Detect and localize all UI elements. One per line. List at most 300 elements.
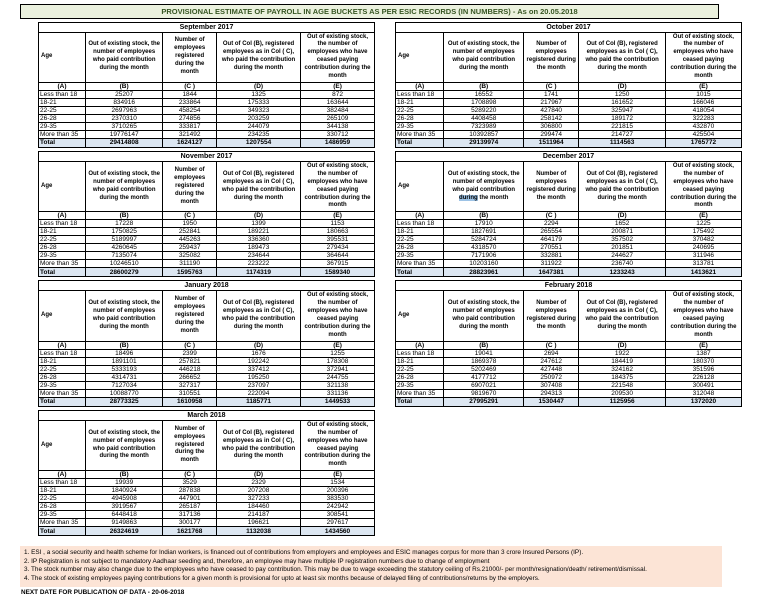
table-january-2018 — [38, 280, 375, 406]
value-cell: 5284724 — [444, 236, 524, 244]
age-label: More than 35 — [39, 130, 86, 138]
value-cell: 6907021 — [444, 381, 524, 389]
col-header-age: Age — [396, 32, 444, 82]
col-header-e: Out of existing stock, the number of employees who have ceased paying contribution during the month — [301, 291, 375, 341]
age-label: 22-25 — [396, 236, 444, 244]
value-cell: 427448 — [524, 365, 579, 373]
total-row — [396, 138, 742, 147]
value-cell: 1250 — [579, 90, 666, 98]
total-label: Total — [39, 268, 86, 277]
value-cell: 25207 — [86, 90, 163, 98]
value-cell: 2399 — [163, 349, 217, 357]
age-label: 26-28 — [396, 373, 444, 381]
table-month-title: January 2018 — [39, 281, 375, 291]
value-cell: 222094 — [217, 389, 301, 397]
letter-cell: (D) — [579, 82, 666, 90]
table-row — [396, 122, 742, 130]
total-value: 1185771 — [217, 397, 301, 406]
table-row — [396, 228, 742, 236]
col-header-d: Out of Col (B), registered employees as in Col ( C), who paid the contribution during the month — [579, 161, 666, 211]
age-label: Less than 18 — [396, 90, 444, 98]
total-value: 1233243 — [579, 268, 666, 277]
total-value: 27995291 — [444, 397, 524, 406]
value-cell: 250972 — [524, 373, 579, 381]
letter-cell: (B) — [86, 82, 163, 90]
table-row — [396, 389, 742, 397]
value-cell: 195250 — [217, 373, 301, 381]
value-cell: 257821 — [163, 357, 217, 365]
value-cell: 10203160 — [444, 260, 524, 268]
column-header-row — [39, 161, 375, 211]
total-label: Total — [39, 138, 86, 147]
value-cell: 337412 — [217, 365, 301, 373]
value-cell: 214727 — [579, 130, 666, 138]
value-cell: 333817 — [163, 122, 217, 130]
age-label: 29-35 — [39, 381, 86, 389]
col-header-d: Out of Col (B), registered employees as in Col ( C), who paid the contribution during the month — [217, 32, 301, 82]
value-cell: 189221 — [217, 228, 301, 236]
value-cell: 330712 — [301, 130, 375, 138]
value-cell: 4408458 — [444, 114, 524, 122]
value-cell: 192242 — [217, 357, 301, 365]
value-cell: 5202469 — [444, 365, 524, 373]
table-row — [39, 381, 375, 389]
table-row — [39, 98, 375, 106]
value-cell: 19939 — [86, 479, 163, 487]
total-value: 1174319 — [217, 268, 301, 277]
value-cell: 395531 — [301, 236, 375, 244]
total-value: 28823961 — [444, 268, 524, 277]
total-value: 1765772 — [665, 138, 741, 147]
col-header-age: Age — [396, 161, 444, 211]
letter-cell: (B) — [86, 212, 163, 220]
value-cell: 240695 — [665, 244, 741, 252]
letter-cell: (B) — [86, 341, 163, 349]
table-row — [39, 90, 375, 98]
value-cell: 18496 — [86, 349, 163, 357]
table-row — [39, 260, 375, 268]
age-label: 18-21 — [396, 98, 444, 106]
table-row — [39, 236, 375, 244]
total-value: 1647381 — [524, 268, 579, 277]
letter-row — [396, 212, 742, 220]
col-header-c: Number of employees registered during the month — [524, 291, 579, 341]
col-header-age: Age — [39, 420, 86, 470]
table-month-title: December 2017 — [396, 151, 742, 161]
value-cell: 322283 — [665, 114, 741, 122]
value-cell: 418054 — [665, 106, 741, 114]
value-cell: 265554 — [524, 228, 579, 236]
page-title: PROVISIONAL ESTIMATE OF PAYROLL IN AGE BUCKETS AS PER ESIC RECORDS (IN NUMBERS) - As on 20.05.2018 — [20, 4, 719, 19]
table-row — [39, 114, 375, 122]
col-header-e: Out of existing stock, the number of employees who have ceased paying contribution during the month — [301, 420, 375, 470]
value-cell: 327233 — [217, 495, 301, 503]
value-cell: 1153 — [301, 220, 375, 228]
value-cell: 1399 — [217, 220, 301, 228]
total-label: Total — [396, 138, 444, 147]
age-label: 22-25 — [39, 106, 86, 114]
letter-cell: (D) — [579, 341, 666, 349]
age-label: More than 35 — [39, 389, 86, 397]
value-cell: 17228 — [86, 220, 163, 228]
age-label: 29-35 — [396, 381, 444, 389]
total-value: 1207554 — [217, 138, 301, 147]
total-label: Total — [396, 397, 444, 406]
letter-cell: (C ) — [163, 471, 217, 479]
value-cell: 1255 — [301, 349, 375, 357]
total-value: 1621768 — [163, 527, 217, 536]
age-label: 22-25 — [39, 236, 86, 244]
value-cell: 16552 — [444, 90, 524, 98]
table-row — [396, 381, 742, 389]
table-row — [39, 228, 375, 236]
footnote-4: 4. The stock of existing employees paying contributions for a given month is provisional for upto at least six months because of delayed filing of contributions/returns by the employers. — [24, 574, 540, 582]
letter-cell: (A) — [396, 212, 444, 220]
value-cell: 221548 — [579, 381, 666, 389]
value-cell: 1387 — [665, 349, 741, 357]
col-header-c: Number of employees registered during the month — [163, 291, 217, 341]
value-cell: 10246510 — [86, 260, 163, 268]
value-cell: 180663 — [301, 228, 375, 236]
value-cell: 265109 — [301, 114, 375, 122]
table-row — [39, 495, 375, 503]
value-cell: 300491 — [665, 381, 741, 389]
letter-cell: (D) — [579, 212, 666, 220]
col-header-age: Age — [39, 291, 86, 341]
age-label: 18-21 — [39, 357, 86, 365]
next-date-line: NEXT DATE FOR PUBLICATION OF DATA - 20-06-2018 — [21, 589, 185, 596]
age-label: 22-25 — [396, 106, 444, 114]
value-cell: 1676 — [217, 349, 301, 357]
age-label: More than 35 — [39, 260, 86, 268]
value-cell: 3710265 — [86, 122, 163, 130]
col-header-c: Number of employees registered during the month — [524, 161, 579, 211]
value-cell: 234644 — [217, 252, 301, 260]
value-cell: 201851 — [579, 244, 666, 252]
value-cell: 4318570 — [444, 244, 524, 252]
value-cell: 244627 — [579, 252, 666, 260]
letter-cell: (A) — [39, 212, 86, 220]
value-cell: 9819670 — [444, 389, 524, 397]
letter-cell: (D) — [217, 341, 301, 349]
value-cell: 252841 — [163, 228, 217, 236]
value-cell: 364644 — [301, 252, 375, 260]
value-cell: 178308 — [301, 357, 375, 365]
col-header-e: Out of existing stock, the number of employees who have ceased paying contribution during the month — [665, 161, 741, 211]
value-cell: 344138 — [301, 122, 375, 130]
value-cell: 244755 — [301, 373, 375, 381]
col-header-c: Number of employees registered during the month — [163, 32, 217, 82]
value-cell: 464179 — [524, 236, 579, 244]
value-cell: 324162 — [579, 365, 666, 373]
value-cell: 2294 — [524, 220, 579, 228]
age-label: More than 35 — [396, 130, 444, 138]
letter-cell: (E) — [301, 471, 375, 479]
letter-cell: (D) — [217, 212, 301, 220]
table-row — [396, 357, 742, 365]
value-cell: 196621 — [217, 519, 301, 527]
value-cell: 1750825 — [86, 228, 163, 236]
value-cell: 184375 — [579, 373, 666, 381]
value-cell: 306800 — [524, 122, 579, 130]
value-cell: 259437 — [163, 244, 217, 252]
value-cell: 1534 — [301, 479, 375, 487]
value-cell: 1891101 — [86, 357, 163, 365]
letter-cell: (B) — [444, 212, 524, 220]
age-label: 22-25 — [39, 365, 86, 373]
value-cell: 4177712 — [444, 373, 524, 381]
age-label: Less than 18 — [396, 349, 444, 357]
age-label: 26-28 — [39, 244, 86, 252]
total-row — [39, 527, 375, 536]
total-value: 1486959 — [301, 138, 375, 147]
table-row — [396, 349, 742, 357]
table-row — [39, 487, 375, 495]
column-header-row — [396, 291, 742, 341]
value-cell: 325082 — [163, 252, 217, 260]
col-header-b: Out of existing stock, the number of employees who paid contribution during the month — [444, 291, 524, 341]
table-october-2017 — [395, 22, 742, 148]
value-cell: 7127034 — [86, 381, 163, 389]
value-cell: 166046 — [665, 98, 741, 106]
month-row — [39, 281, 375, 291]
table-row — [396, 252, 742, 260]
value-cell: 217967 — [524, 98, 579, 106]
table-row — [39, 252, 375, 260]
letter-cell: (E) — [301, 212, 375, 220]
footnote-2: 2. IP Registration is not subject to mandatory Aadhaar seeding and, therefore, an employee may have multiple IP registration numbers due to change of employment — [24, 557, 490, 565]
col-header-b: Out of existing stock, the number of employees who paid contribution during the month — [86, 161, 163, 211]
table-row — [39, 519, 375, 527]
value-cell: 834916 — [86, 98, 163, 106]
value-cell: 242942 — [301, 503, 375, 511]
col-header-b: Out of existing stock, the number of employees who paid contribution during the month — [86, 291, 163, 341]
value-cell: 237097 — [217, 381, 301, 389]
age-label: 29-35 — [396, 252, 444, 260]
value-cell: 1708898 — [444, 98, 524, 106]
total-row — [39, 397, 375, 406]
table-row — [396, 373, 742, 381]
letter-cell: (C ) — [524, 341, 579, 349]
value-cell: 1325 — [217, 90, 301, 98]
value-cell: 258142 — [524, 114, 579, 122]
value-cell: 1844 — [163, 90, 217, 98]
column-header-row — [396, 161, 742, 211]
total-row — [39, 138, 375, 147]
value-cell: 233864 — [163, 98, 217, 106]
age-label: 22-25 — [396, 365, 444, 373]
table-row — [396, 220, 742, 228]
value-cell: 4260645 — [86, 244, 163, 252]
table-month-title: September 2017 — [39, 22, 375, 32]
letter-row — [39, 471, 375, 479]
total-value: 1595763 — [163, 268, 217, 277]
month-row — [396, 281, 742, 291]
value-cell: 446218 — [163, 365, 217, 373]
col-header-age: Age — [39, 32, 86, 82]
month-row — [396, 151, 742, 161]
value-cell: 336360 — [217, 236, 301, 244]
value-cell: 1015 — [665, 90, 741, 98]
footnote-3: 3. The stock number may also change due to the employees who have ceased to pay contribution. This may be due to wage exceeding the statutory ceiling of Rs.21000/- per month/resignation/death/ retirement/dismissal. — [24, 566, 647, 574]
letter-cell: (D) — [217, 471, 301, 479]
table-row — [39, 122, 375, 130]
value-cell: 221815 — [579, 122, 666, 130]
age-label: More than 35 — [396, 260, 444, 268]
value-cell: 310551 — [163, 389, 217, 397]
total-label: Total — [39, 527, 86, 536]
col-header-d: Out of Col (B), registered employees as in Col ( C), who paid the contribution during the month — [579, 291, 666, 341]
age-label: Less than 18 — [39, 349, 86, 357]
highlighted-word: during — [459, 194, 478, 201]
value-cell: 349323 — [217, 106, 301, 114]
letter-cell: (C ) — [524, 82, 579, 90]
col-header-age: Age — [396, 291, 444, 341]
col-header-d: Out of Col (B), registered employees as in Col ( C), who paid the contribution during the month — [217, 291, 301, 341]
value-cell: 180370 — [665, 357, 741, 365]
value-cell: 325947 — [579, 106, 666, 114]
value-cell: 3529 — [163, 479, 217, 487]
value-cell: 3919567 — [86, 503, 163, 511]
value-cell: 351596 — [665, 365, 741, 373]
value-cell: 311190 — [163, 260, 217, 268]
value-cell: 2329 — [217, 479, 301, 487]
total-value: 1530447 — [524, 397, 579, 406]
letter-cell: (C ) — [163, 212, 217, 220]
letter-cell: (E) — [665, 212, 741, 220]
table-row — [396, 130, 742, 138]
value-cell: 331136 — [301, 389, 375, 397]
table-march-2018 — [38, 410, 375, 536]
total-value: 26324619 — [86, 527, 163, 536]
age-label: 29-35 — [39, 511, 86, 519]
table-row — [39, 130, 375, 138]
value-cell: 311922 — [524, 260, 579, 268]
value-cell: 427840 — [524, 106, 579, 114]
value-cell: 9149863 — [86, 519, 163, 527]
table-row — [396, 114, 742, 122]
table-row — [39, 365, 375, 373]
value-cell: 445263 — [163, 236, 217, 244]
value-cell: 247612 — [524, 357, 579, 365]
value-cell: 214187 — [217, 511, 301, 519]
value-cell: 161652 — [579, 98, 666, 106]
total-value: 1372020 — [665, 397, 741, 406]
value-cell: 287838 — [163, 487, 217, 495]
table-month-title: October 2017 — [396, 22, 742, 32]
value-cell: 357502 — [579, 236, 666, 244]
value-cell: 7323989 — [444, 122, 524, 130]
value-cell: 163644 — [301, 98, 375, 106]
total-value: 28600279 — [86, 268, 163, 277]
table-row — [396, 260, 742, 268]
table-month-title: November 2017 — [39, 151, 375, 161]
col-header-e: Out of existing stock, the number of employees who have ceased paying contribution during the month — [665, 291, 741, 341]
value-cell: 203259 — [217, 114, 301, 122]
age-label: 22-25 — [39, 495, 86, 503]
letter-cell: (A) — [396, 82, 444, 90]
value-cell: 1827691 — [444, 228, 524, 236]
value-cell: 382484 — [301, 106, 375, 114]
col-header-c: Number of employees registered during the month — [163, 420, 217, 470]
value-cell: 266652 — [163, 373, 217, 381]
value-cell: 17910 — [444, 220, 524, 228]
value-cell: 19041 — [444, 349, 524, 357]
total-value: 1413621 — [665, 268, 741, 277]
footnote-1: 1. ESI , a social security and health scheme for Indian workers, is financed out of contributions from employers and employees and ESIC manages corpus for more than 3 crore Insured Persons (IP). — [24, 549, 584, 557]
value-cell: 321492 — [163, 130, 217, 138]
value-cell: 4945908 — [86, 495, 163, 503]
letter-row — [39, 212, 375, 220]
letter-cell: (B) — [444, 341, 524, 349]
total-value: 1610958 — [163, 397, 217, 406]
column-header-row — [396, 32, 742, 82]
value-cell: 244079 — [217, 122, 301, 130]
value-cell: 312048 — [665, 389, 741, 397]
age-label: Less than 18 — [39, 90, 86, 98]
value-cell: 10392857 — [444, 130, 524, 138]
value-cell: 321138 — [301, 381, 375, 389]
letter-cell: (B) — [86, 471, 163, 479]
col-header-d: Out of Col (B), registered employees as in Col ( C), who paid the contribution during the month — [217, 420, 301, 470]
value-cell: 6448418 — [86, 511, 163, 519]
total-value: 1449533 — [301, 397, 375, 406]
table-november-2017 — [38, 151, 375, 277]
letter-row — [39, 341, 375, 349]
table-row — [396, 98, 742, 106]
age-label: 29-35 — [39, 252, 86, 260]
letter-row — [396, 341, 742, 349]
value-cell: 1950 — [163, 220, 217, 228]
value-cell: 432870 — [665, 122, 741, 130]
value-cell: 308541 — [301, 511, 375, 519]
value-cell: 200396 — [301, 487, 375, 495]
table-row — [39, 389, 375, 397]
total-value: 1132038 — [217, 527, 301, 536]
value-cell: 175492 — [665, 228, 741, 236]
value-cell: 425504 — [665, 130, 741, 138]
value-cell: 5333193 — [86, 365, 163, 373]
value-cell: 4314731 — [86, 373, 163, 381]
total-row — [39, 268, 375, 277]
table-row — [39, 357, 375, 365]
footnotes-block — [20, 546, 722, 587]
value-cell: 207208 — [217, 487, 301, 495]
value-cell: 234235 — [217, 130, 301, 138]
value-cell: 19776147 — [86, 130, 163, 138]
table-row — [39, 479, 375, 487]
value-cell: 7171906 — [444, 252, 524, 260]
age-label: 26-28 — [39, 373, 86, 381]
value-cell: 311946 — [665, 252, 741, 260]
table-row — [39, 511, 375, 519]
value-cell: 447901 — [163, 495, 217, 503]
value-cell: 300177 — [163, 519, 217, 527]
col-header-d: Out of Col (B), registered employees as in Col ( C), who paid the contribution during the month — [217, 161, 301, 211]
value-cell: 872 — [301, 90, 375, 98]
age-label: More than 35 — [39, 519, 86, 527]
letter-cell: (A) — [39, 471, 86, 479]
age-label: 18-21 — [39, 98, 86, 106]
table-row — [39, 503, 375, 511]
table-row — [396, 236, 742, 244]
table-month-title: March 2018 — [39, 410, 375, 420]
value-cell: 209530 — [579, 389, 666, 397]
value-cell: 299474 — [524, 130, 579, 138]
value-cell: 1652 — [579, 220, 666, 228]
total-row — [396, 397, 742, 406]
value-cell: 265187 — [163, 503, 217, 511]
